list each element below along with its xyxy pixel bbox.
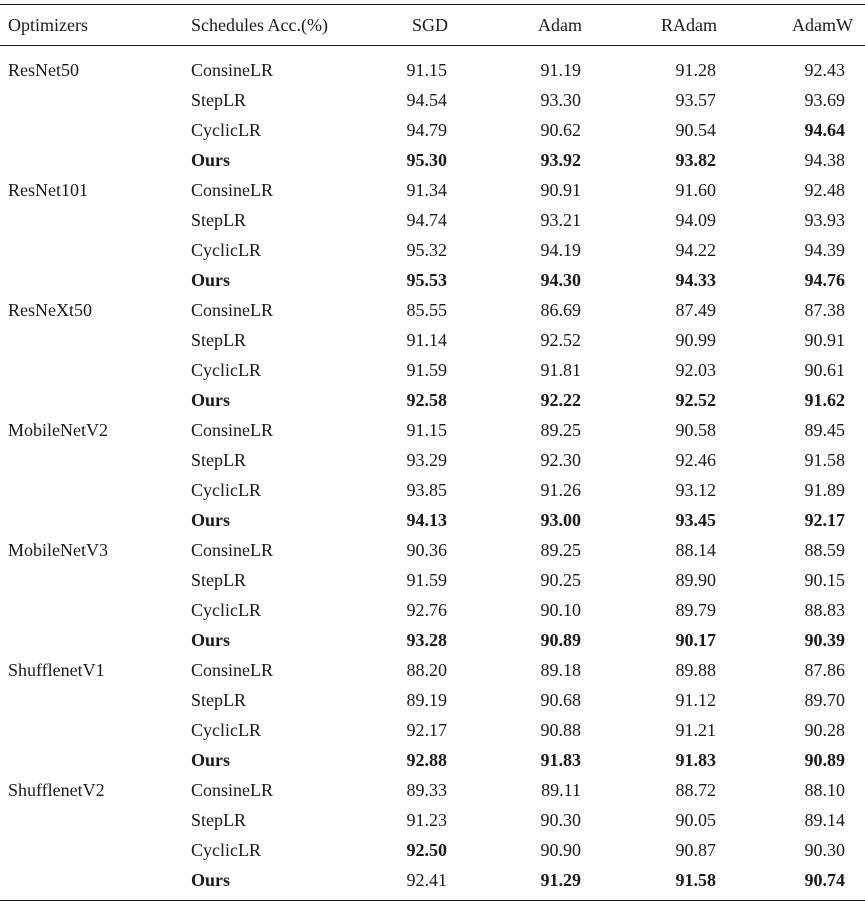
acc-sgd: 91.23 (406, 810, 447, 830)
acc-adamw: 92.48 (804, 180, 845, 200)
acc-adam: 90.10 (540, 600, 581, 620)
acc-radam: 93.82 (675, 150, 716, 170)
acc-sgd: 95.32 (406, 240, 447, 260)
acc-adam: 92.30 (540, 450, 581, 470)
schedule-name: ConsineLR (191, 180, 274, 200)
acc-radam: 94.09 (675, 210, 716, 230)
acc-sgd: 93.85 (406, 480, 447, 500)
schedule-name: Ours (191, 270, 231, 290)
acc-radam: 94.22 (675, 240, 716, 260)
acc-adamw: 94.76 (804, 270, 845, 290)
table-row (0, 865, 865, 895)
acc-radam: 92.46 (675, 450, 716, 470)
acc-sgd: 91.59 (406, 360, 447, 380)
acc-sgd: 95.30 (406, 150, 447, 170)
acc-sgd: 92.88 (406, 750, 447, 770)
acc-radam: 92.52 (675, 390, 716, 410)
acc-adamw: 93.93 (804, 210, 845, 230)
table-row (0, 145, 865, 175)
table-header-row (0, 10, 865, 40)
acc-adam: 91.81 (540, 360, 581, 380)
acc-radam: 90.05 (675, 810, 716, 830)
acc-adamw: 89.70 (804, 690, 845, 710)
acc-sgd: 91.34 (406, 180, 447, 200)
acc-adamw: 88.10 (804, 780, 845, 800)
acc-adamw: 94.39 (804, 240, 845, 260)
acc-adam: 93.21 (540, 210, 581, 230)
table-row (0, 835, 865, 865)
acc-radam: 90.58 (675, 420, 716, 440)
table-row (0, 625, 865, 655)
acc-sgd: 91.15 (406, 60, 447, 80)
header-sgd: SGD (411, 15, 448, 35)
acc-radam: 87.49 (675, 300, 716, 320)
schedule-name: CyclicLR (191, 240, 261, 260)
header-adam: Adam (538, 15, 582, 35)
table-row (0, 475, 865, 505)
schedule-name: ConsineLR (191, 420, 274, 440)
schedule-name: CyclicLR (191, 480, 261, 500)
acc-radam: 90.87 (675, 840, 716, 860)
acc-radam: 90.17 (675, 630, 716, 650)
acc-adamw: 92.17 (804, 510, 845, 530)
acc-adam: 90.30 (540, 810, 581, 830)
table-row (0, 745, 865, 775)
acc-adamw: 90.30 (804, 840, 845, 860)
acc-adamw: 88.83 (804, 600, 845, 620)
schedule-name: StepLR (191, 450, 247, 470)
table-row (0, 385, 865, 415)
table-row (0, 685, 865, 715)
schedule-name: ConsineLR (191, 300, 274, 320)
schedule-name: ConsineLR (191, 60, 274, 80)
acc-adam: 93.30 (540, 90, 581, 110)
model-name: MobileNetV3 (8, 540, 108, 560)
schedule-name: CyclicLR (191, 840, 261, 860)
acc-sgd: 94.13 (406, 510, 447, 530)
acc-adam: 90.62 (540, 120, 581, 140)
acc-adam: 93.00 (540, 510, 581, 530)
acc-sgd: 89.19 (406, 690, 447, 710)
acc-radam: 93.57 (675, 90, 716, 110)
schedule-name: StepLR (191, 330, 247, 350)
model-name: ShufflenetV2 (8, 780, 105, 800)
acc-adamw: 91.89 (804, 480, 845, 500)
header-radam: RAdam (661, 15, 717, 35)
table-row (0, 265, 865, 295)
schedule-name: ConsineLR (191, 540, 274, 560)
table-row (0, 295, 865, 325)
schedule-name: Ours (191, 630, 231, 650)
acc-adam: 94.19 (540, 240, 581, 260)
acc-adamw: 87.86 (804, 660, 845, 680)
acc-adam: 89.18 (540, 660, 581, 680)
acc-adamw: 94.64 (804, 120, 845, 140)
acc-adam: 92.52 (540, 330, 581, 350)
acc-radam: 91.83 (675, 750, 716, 770)
table-row (0, 595, 865, 625)
schedule-name: Ours (191, 510, 231, 530)
acc-adamw: 92.43 (804, 60, 845, 80)
acc-adam: 93.92 (540, 150, 581, 170)
header-adamw: AdamW (792, 15, 853, 35)
table-row (0, 235, 865, 265)
acc-sgd: 85.55 (406, 300, 447, 320)
acc-radam: 88.14 (675, 540, 716, 560)
acc-adam: 89.11 (541, 780, 581, 800)
acc-sgd: 89.33 (406, 780, 447, 800)
acc-radam: 90.54 (675, 120, 716, 140)
acc-sgd: 94.54 (406, 90, 447, 110)
schedule-name: CyclicLR (191, 600, 261, 620)
acc-sgd: 92.50 (406, 840, 447, 860)
acc-sgd: 95.53 (406, 270, 447, 290)
model-name: ResNeXt50 (8, 300, 92, 320)
schedule-name: Ours (191, 750, 231, 770)
table-row (0, 535, 865, 565)
acc-adam: 91.83 (540, 750, 581, 770)
acc-radam: 91.21 (675, 720, 716, 740)
acc-adam: 91.19 (540, 60, 581, 80)
table-top-rule (0, 4, 865, 5)
acc-radam: 88.72 (675, 780, 716, 800)
acc-adam: 89.25 (540, 420, 581, 440)
acc-sgd: 91.59 (406, 570, 447, 590)
schedule-name: CyclicLR (191, 120, 261, 140)
acc-radam: 91.12 (675, 690, 716, 710)
schedule-name: StepLR (191, 690, 247, 710)
table-row (0, 715, 865, 745)
table-row (0, 445, 865, 475)
table-row (0, 565, 865, 595)
acc-sgd: 94.79 (406, 120, 447, 140)
table-row (0, 115, 865, 145)
acc-radam: 94.33 (675, 270, 716, 290)
acc-adamw: 88.59 (804, 540, 845, 560)
table-row (0, 415, 865, 445)
acc-adam: 91.29 (540, 870, 581, 890)
acc-adamw: 91.62 (804, 390, 845, 410)
schedule-name: CyclicLR (191, 360, 261, 380)
acc-sgd: 92.41 (406, 870, 447, 890)
acc-radam: 90.99 (675, 330, 716, 350)
table-row (0, 175, 865, 205)
acc-adamw: 89.14 (804, 810, 845, 830)
schedule-name: Ours (191, 150, 231, 170)
acc-adam: 90.90 (540, 840, 581, 860)
acc-sgd: 91.15 (406, 420, 447, 440)
acc-sgd: 91.14 (406, 330, 447, 350)
acc-radam: 89.90 (675, 570, 716, 590)
schedule-name: CyclicLR (191, 720, 261, 740)
table-row (0, 775, 865, 805)
acc-sgd: 93.29 (406, 450, 447, 470)
table-row (0, 655, 865, 685)
acc-adam: 94.30 (540, 270, 581, 290)
schedule-name: StepLR (191, 210, 247, 230)
acc-radam: 91.28 (675, 60, 716, 80)
schedule-name: Ours (191, 390, 231, 410)
acc-adam: 90.68 (540, 690, 581, 710)
acc-adamw: 90.91 (804, 330, 845, 350)
table-bottom-rule (0, 900, 865, 901)
acc-adam: 89.25 (540, 540, 581, 560)
table-row (0, 505, 865, 535)
acc-adam: 90.25 (540, 570, 581, 590)
acc-adam: 86.69 (540, 300, 581, 320)
acc-adam: 92.22 (540, 390, 581, 410)
acc-radam: 89.79 (675, 600, 716, 620)
acc-radam: 93.45 (675, 510, 716, 530)
acc-adamw: 91.58 (804, 450, 845, 470)
acc-radam: 93.12 (675, 480, 716, 500)
acc-adamw: 94.38 (804, 150, 845, 170)
table-row (0, 205, 865, 235)
acc-adam: 91.26 (540, 480, 581, 500)
schedule-name: StepLR (191, 90, 247, 110)
table-row (0, 805, 865, 835)
acc-adamw: 90.89 (804, 750, 845, 770)
table-row (0, 85, 865, 115)
header-optimizers: Optimizers (8, 15, 88, 35)
acc-adamw: 90.28 (804, 720, 845, 740)
table-row (0, 55, 865, 85)
acc-adam: 90.91 (540, 180, 581, 200)
model-name: ResNet50 (8, 60, 79, 80)
acc-sgd: 94.74 (406, 210, 447, 230)
acc-sgd: 92.17 (406, 720, 447, 740)
acc-adamw: 89.45 (804, 420, 845, 440)
acc-radam: 91.58 (675, 870, 716, 890)
acc-sgd: 92.76 (406, 600, 447, 620)
model-name: MobileNetV2 (8, 420, 108, 440)
acc-radam: 91.60 (675, 180, 716, 200)
schedule-name: ConsineLR (191, 660, 274, 680)
acc-sgd: 92.58 (406, 390, 447, 410)
acc-sgd: 93.28 (406, 630, 447, 650)
acc-adamw: 93.69 (804, 90, 845, 110)
acc-adam: 90.89 (540, 630, 581, 650)
acc-adamw: 90.61 (804, 360, 845, 380)
acc-adamw: 90.74 (804, 870, 845, 890)
table-header-rule (0, 45, 865, 46)
acc-sgd: 90.36 (406, 540, 447, 560)
schedule-name: StepLR (191, 570, 247, 590)
acc-adamw: 87.38 (804, 300, 845, 320)
table-row (0, 355, 865, 385)
schedule-name: ConsineLR (191, 780, 274, 800)
acc-adamw: 90.15 (804, 570, 845, 590)
model-name: ShufflenetV1 (8, 660, 105, 680)
acc-adam: 90.88 (540, 720, 581, 740)
header-schedules: Schedules Acc.(%) (191, 15, 328, 35)
acc-adamw: 90.39 (804, 630, 845, 650)
acc-sgd: 88.20 (406, 660, 447, 680)
schedule-name: Ours (191, 870, 231, 890)
table-row (0, 325, 865, 355)
model-name: ResNet101 (8, 180, 88, 200)
acc-radam: 89.88 (675, 660, 716, 680)
acc-radam: 92.03 (675, 360, 716, 380)
schedule-name: StepLR (191, 810, 247, 830)
